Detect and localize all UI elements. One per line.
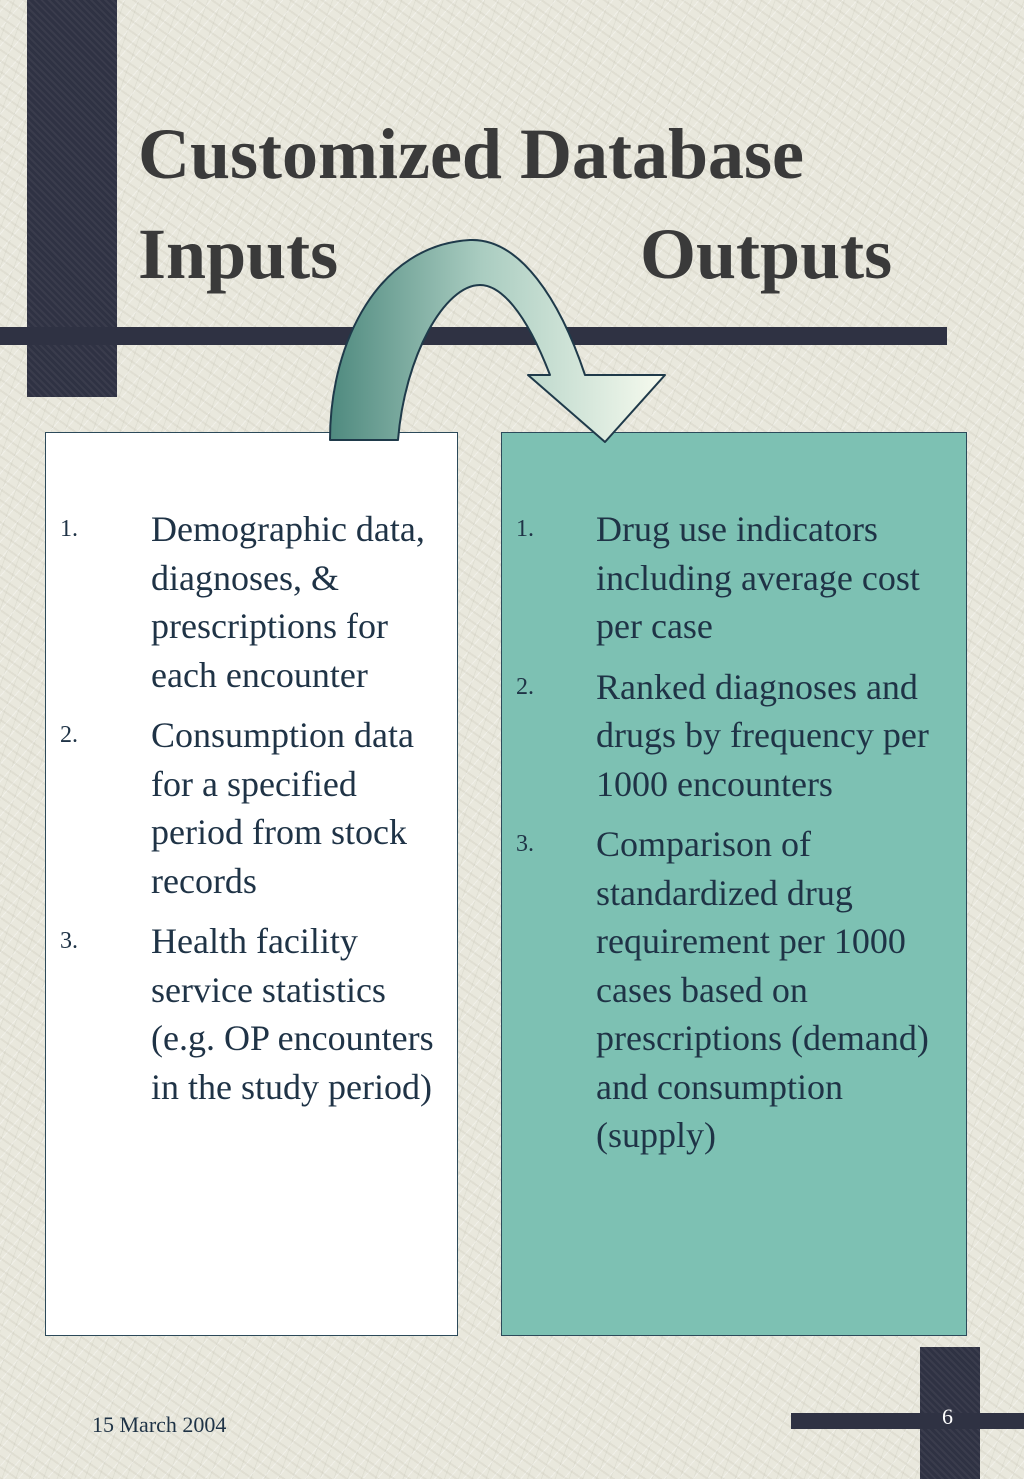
- list-item: [516, 820, 956, 1160]
- outputs-heading: Outputs: [640, 214, 893, 294]
- list-item: [516, 505, 956, 651]
- item-number: 1.: [60, 516, 78, 542]
- inputs-heading: Inputs: [138, 214, 339, 294]
- item-text: Health facility service statistics (e.g. OP encounters in the study period): [151, 921, 434, 1107]
- item-number: 3.: [60, 928, 78, 954]
- list-item: [60, 711, 450, 905]
- outputs-panel: [501, 432, 967, 1336]
- page-number: 6: [942, 1404, 953, 1429]
- inputs-panel: [45, 432, 458, 1336]
- item-number: 2.: [516, 673, 534, 700]
- item-number: 1.: [516, 516, 534, 542]
- list-item: [60, 505, 450, 699]
- item-text: Comparison of standardized drug requirement per 1000 cases based on prescriptions (demand) and consumption (supply): [596, 824, 929, 1155]
- footer-rule: [791, 1413, 1024, 1429]
- item-text: Ranked diagnoses and drugs by frequency per 1000 encounters: [596, 666, 929, 804]
- item-text: Drug use indicators including average cost per case: [596, 509, 920, 646]
- slide-title: Customized Database: [138, 114, 804, 194]
- footer-date: 15 March 2004: [92, 1412, 227, 1437]
- list-item: [60, 917, 450, 1111]
- item-number: 2.: [60, 722, 78, 748]
- curved-arrow-icon: [0, 0, 1024, 480]
- item-text: Consumption data for a specified period from stock records: [151, 715, 414, 901]
- item-text: Demographic data, diagnoses, & prescriptions for each encounter: [151, 509, 425, 695]
- list-item: [516, 663, 956, 809]
- item-number: 3.: [516, 831, 534, 857]
